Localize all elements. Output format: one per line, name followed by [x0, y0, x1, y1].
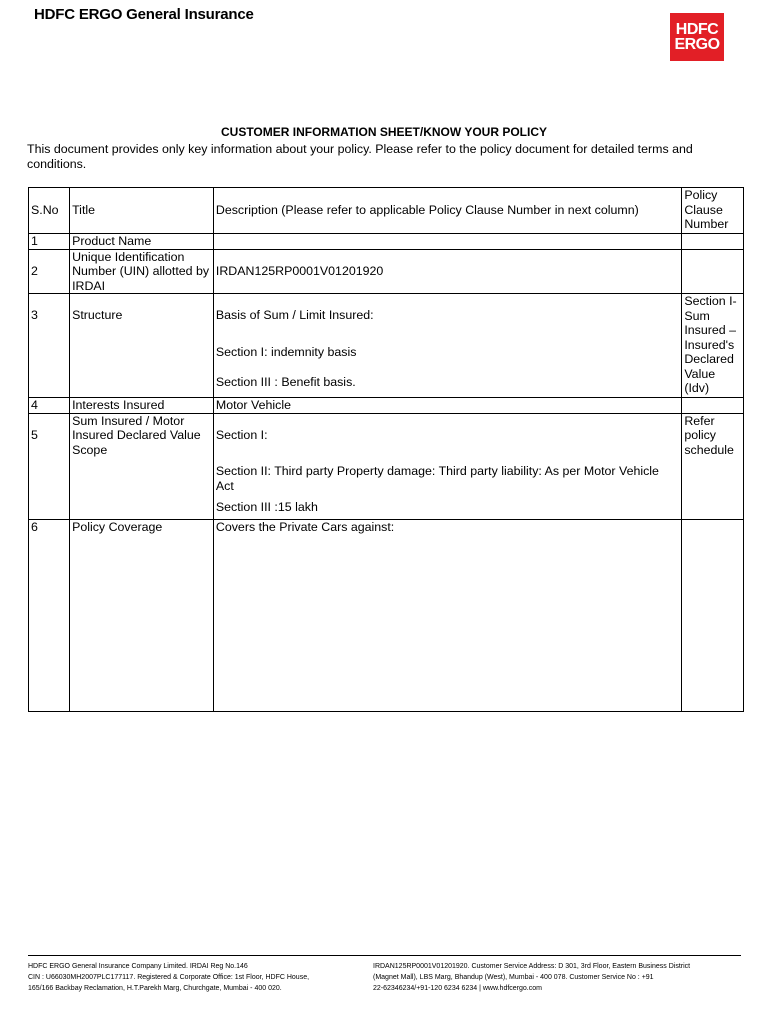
row-title: Unique Identification Number (UIN) allotted by IRDAI [70, 249, 214, 294]
row-sno: 2 [29, 249, 70, 294]
row-sno: 6 [29, 519, 70, 711]
footer-line: CIN : U66030MH2007PLC177117. Registered & Corporate Office: 1st Floor, HDFC House, [28, 974, 310, 981]
row-clause: Refer policy schedule [682, 413, 744, 519]
table-row [29, 294, 744, 398]
footer-company-info [28, 961, 348, 994]
row-sno-text: 3 [31, 308, 38, 322]
row-title: Interests Insured [70, 398, 214, 414]
footer-line: 165/166 Backbay Reclamation, H.T.Parekh Marg, Churchgate, Mumbai - 400 020. [28, 985, 282, 992]
row-description [213, 413, 681, 519]
description-line: Basis of Sum / Limit Insured: [215, 308, 374, 322]
intro-text: This document provides only key information about your policy. Please refer to the policy document for detailed terms and conditions. [27, 142, 693, 171]
footer-line: (Magnet Mall), LBS Marg, Bhandup (West), Mumbai - 400 078. Customer Service No : +91 [373, 974, 654, 981]
table-row [29, 519, 744, 711]
header-sno: S.No [29, 188, 70, 234]
row-title: Product Name [70, 234, 214, 250]
footer-contact-info [373, 961, 718, 994]
logo-line-1: HDFC [675, 21, 719, 38]
logo-line-2: ERGO [674, 36, 720, 53]
row-description: IRDAN125RP0001V01201920 [213, 249, 681, 294]
row-clause [682, 249, 744, 294]
description-line: Section III :15 lakh [215, 500, 318, 514]
description-line: Section I: [215, 427, 268, 442]
row-sno: 4 [29, 398, 70, 414]
row-sno: 1 [29, 234, 70, 250]
row-title [70, 294, 214, 398]
row-clause: Section I- Sum Insured – Insured's Declared Value (Idv) [682, 294, 744, 398]
row-description [213, 294, 681, 398]
row-title: Sum Insured / Motor Insured Declared Value Scope [70, 413, 214, 519]
table-row [29, 398, 744, 414]
header-title: Title [70, 188, 214, 234]
description-line: Section I: indemnity basis [215, 344, 357, 359]
row-sno [29, 294, 70, 398]
description-line: Section II: Third party Property damage: Third party liability: As per Motor Vehicle Act [215, 464, 659, 493]
table-row [29, 234, 744, 250]
row-description: Covers the Private Cars against: [213, 519, 681, 711]
footer-line: IRDAN125RP0001V01201920. Customer Service Address: D 301, 3rd Floor, Eastern Business District [373, 963, 691, 970]
row-sno-text: 5 [31, 427, 38, 442]
company-name-header: HDFC ERGO General Insurance [34, 6, 254, 23]
row-sno [29, 413, 70, 519]
table-row [29, 249, 744, 294]
policy-info-table [28, 187, 744, 712]
hdfc-ergo-logo [670, 13, 724, 61]
row-clause [682, 234, 744, 250]
header-description: Description (Please refer to applicable Policy Clause Number in next column) [213, 188, 681, 234]
row-description: Motor Vehicle [213, 398, 681, 414]
document-title: CUSTOMER INFORMATION SHEET/KNOW YOUR POLICY [220, 125, 547, 139]
row-clause [682, 519, 744, 711]
row-description [213, 234, 681, 250]
footer-divider [28, 955, 741, 956]
footer-line: 22-62346234/+91-120 6234 6234 | www.hdfcergo.com [373, 985, 542, 992]
row-clause [682, 398, 744, 414]
row-title-text: Structure [72, 308, 123, 322]
row-title: Policy Coverage [70, 519, 214, 711]
description-line: Section III : Benefit basis. [215, 375, 356, 389]
header-clause: Policy Clause Number [682, 188, 744, 234]
footer-line: HDFC ERGO General Insurance Company Limited. IRDAI Reg No.146 [28, 963, 248, 970]
table-header-row [29, 188, 744, 234]
table-row [29, 413, 744, 519]
